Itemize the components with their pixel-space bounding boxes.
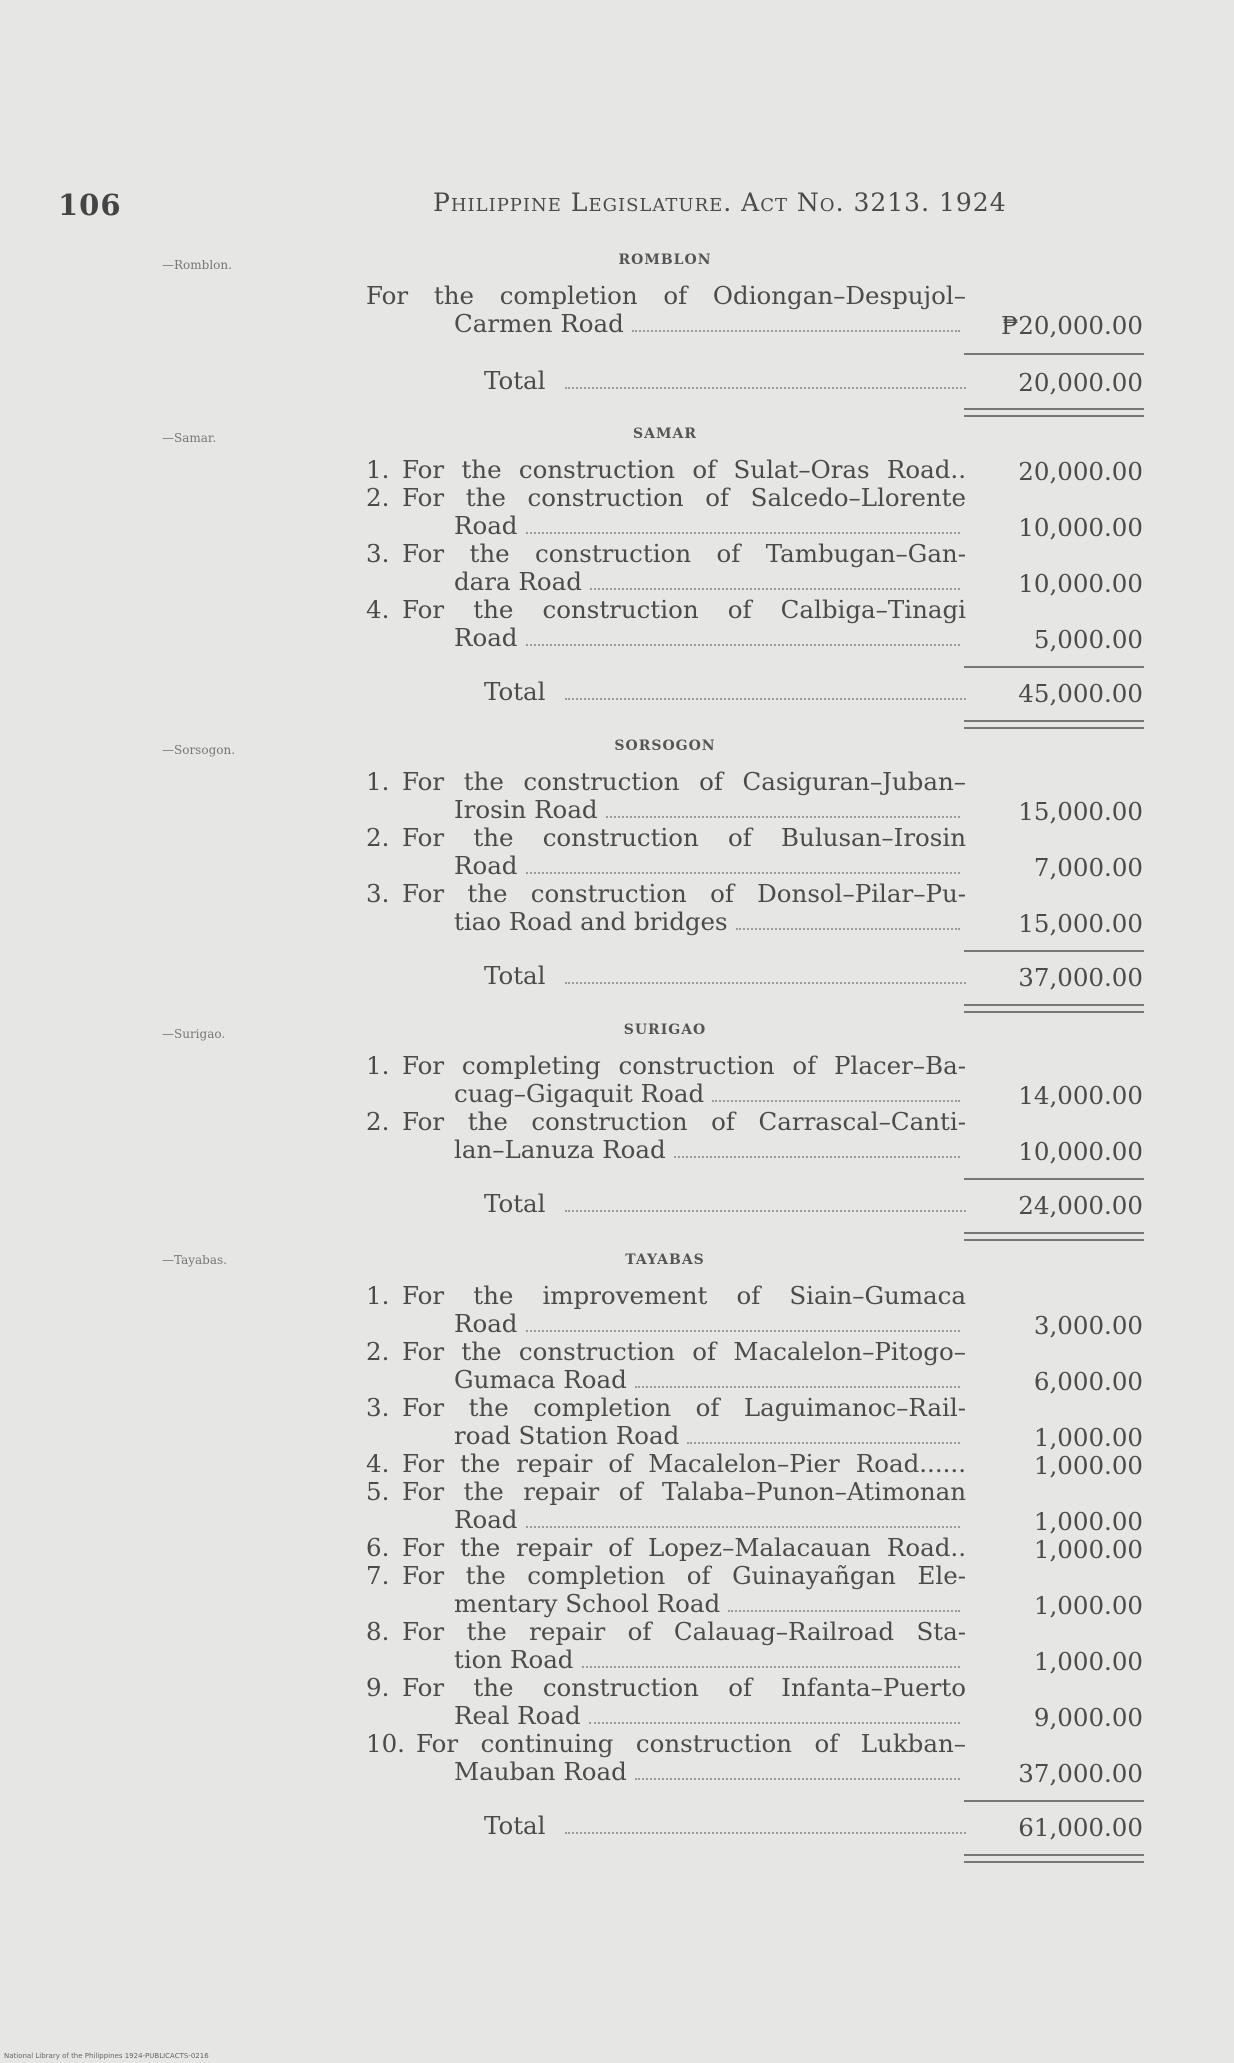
item-line: 9. For the construction of Infanta–Puerto xyxy=(366,1673,966,1702)
item-line: Carmen Road xyxy=(366,310,966,338)
total-row-romblon: Total xyxy=(366,367,966,395)
item-amount: 15,000.00 xyxy=(1018,909,1143,938)
item-line: 3. For the completion of Laguimanoc–Rail- xyxy=(366,1393,966,1422)
item-line: 1. For the construction of Sulat–Oras Road.. xyxy=(366,455,966,484)
subtotal-rule xyxy=(964,1178,1144,1180)
item-line: 2. For the construction of Carrascal–Canti- xyxy=(366,1107,966,1136)
total-amount-samar: 45,000.00 xyxy=(1018,679,1143,708)
item-amount: 1,000.00 xyxy=(1033,1647,1143,1676)
total-row-tayabas: Total xyxy=(366,1812,966,1840)
total-row-sorsogon: Total xyxy=(366,962,966,990)
total-double-rule xyxy=(964,408,1144,417)
total-amount-sorsogon: 37,000.00 xyxy=(1018,963,1143,992)
item-line: cuag–Gigaquit Road xyxy=(366,1080,966,1108)
total-amount-tayabas: 61,000.00 xyxy=(1018,1813,1143,1842)
item-line: 3. For the construction of Tambugan–Gan- xyxy=(366,539,966,568)
item-amount: ₱20,000.00 xyxy=(1001,311,1143,340)
item-amount: 7,000.00 xyxy=(1033,853,1143,882)
subtotal-rule xyxy=(964,1800,1144,1802)
item-line: Road xyxy=(366,1310,966,1338)
item-line: tiao Road and bridges xyxy=(366,908,966,936)
margin-note-surigao: —Surigao. xyxy=(162,1027,226,1041)
total-double-rule xyxy=(964,1232,1144,1241)
item-amount: 9,000.00 xyxy=(1033,1703,1143,1732)
item-amount: 1,000.00 xyxy=(1033,1451,1143,1480)
item-amount: 15,000.00 xyxy=(1018,797,1143,826)
total-double-rule xyxy=(964,1854,1144,1863)
item-line: tion Road xyxy=(366,1646,966,1674)
item-line: 4. For the repair of Macalelon–Pier Road...... xyxy=(366,1449,966,1478)
item-line: 8. For the repair of Calauag–Railroad Sta- xyxy=(366,1617,966,1646)
total-amount-romblon: 20,000.00 xyxy=(1018,368,1143,397)
item-line: Irosin Road xyxy=(366,796,966,824)
item-line: 5. For the repair of Talaba–Punon–Atimonan xyxy=(366,1477,966,1506)
section-heading-surigao: SURIGAO xyxy=(623,1022,707,1038)
total-amount-surigao: 24,000.00 xyxy=(1018,1191,1143,1220)
subtotal-rule xyxy=(964,950,1144,952)
total-row-samar: Total xyxy=(366,678,966,706)
total-double-rule xyxy=(964,1004,1144,1013)
item-line: 7. For the completion of Guinayañgan Ele- xyxy=(366,1561,966,1590)
item-amount: 14,000.00 xyxy=(1018,1081,1143,1110)
item-amount: 5,000.00 xyxy=(1033,625,1143,654)
item-amount: 1,000.00 xyxy=(1033,1423,1143,1452)
margin-note-tayabas: —Tayabas. xyxy=(162,1253,227,1267)
section-heading-tayabas: TAYABAS xyxy=(625,1252,705,1268)
item-line: 1. For the improvement of Siain–Gumaca xyxy=(366,1281,966,1310)
item-amount: 3,000.00 xyxy=(1033,1311,1143,1340)
item-line: 10. For continuing construction of Lukban– xyxy=(366,1729,966,1758)
section-heading-romblon: ROMBLON xyxy=(618,252,712,268)
item-line: Road xyxy=(366,1506,966,1534)
running-title: Philippine Legislature. Act No. 3213. 1924 xyxy=(433,188,1007,217)
margin-note-romblon: —Romblon. xyxy=(162,258,232,272)
page-number: 106 xyxy=(58,188,122,222)
item-line: 1. For completing construction of Placer–Ba- xyxy=(366,1051,966,1080)
item-amount: 1,000.00 xyxy=(1033,1535,1143,1564)
item-line: lan–Lanuza Road xyxy=(366,1136,966,1164)
item-amount: 10,000.00 xyxy=(1018,1137,1143,1166)
item-amount: 10,000.00 xyxy=(1018,513,1143,542)
subtotal-rule xyxy=(964,353,1144,355)
item-line: Road xyxy=(366,512,966,540)
item-line: 2. For the construction of Macalelon–Pitogo– xyxy=(366,1337,966,1366)
item-line: Road xyxy=(366,624,966,652)
item-line: road Station Road xyxy=(366,1422,966,1450)
margin-note-samar: —Samar. xyxy=(162,431,217,445)
item-line: 6. For the repair of Lopez–Malacauan Road.. xyxy=(366,1533,966,1562)
item-line: Gumaca Road xyxy=(366,1366,966,1394)
item-line: Mauban Road xyxy=(366,1758,966,1786)
subtotal-rule xyxy=(964,666,1144,668)
section-heading-samar: SAMAR xyxy=(633,426,697,442)
item-amount: 10,000.00 xyxy=(1018,569,1143,598)
item-amount: 6,000.00 xyxy=(1033,1367,1143,1396)
item-amount: 1,000.00 xyxy=(1033,1507,1143,1536)
item-line: 3. For the construction of Donsol–Pilar–Pu- xyxy=(366,879,966,908)
total-row-surigao: Total xyxy=(366,1190,966,1218)
total-double-rule xyxy=(964,720,1144,729)
item-amount: 37,000.00 xyxy=(1018,1759,1143,1788)
item-amount: 20,000.00 xyxy=(1018,457,1143,486)
item-line: 1. For the construction of Casiguran–Juban– xyxy=(366,767,966,796)
item-line: dara Road xyxy=(366,568,966,596)
item-amount: 1,000.00 xyxy=(1033,1591,1143,1620)
section-heading-sorsogon: SORSOGON xyxy=(614,738,716,754)
item-line: 4. For the construction of Calbiga–Tinagi xyxy=(366,595,966,624)
item-line: For the completion of Odiongan–Despujol– xyxy=(366,281,966,310)
margin-note-sorsogon: —Sorsogon. xyxy=(162,743,236,757)
item-line: Real Road xyxy=(366,1702,966,1730)
scan-footer: National Library of the Philippines 1924-PUBLICACTS-0216 xyxy=(4,2052,209,2060)
item-line: Road xyxy=(366,852,966,880)
item-line: mentary School Road xyxy=(366,1590,966,1618)
item-line: 2. For the construction of Salcedo–Llorente xyxy=(366,483,966,512)
item-line: 2. For the construction of Bulusan–Irosin xyxy=(366,823,966,852)
